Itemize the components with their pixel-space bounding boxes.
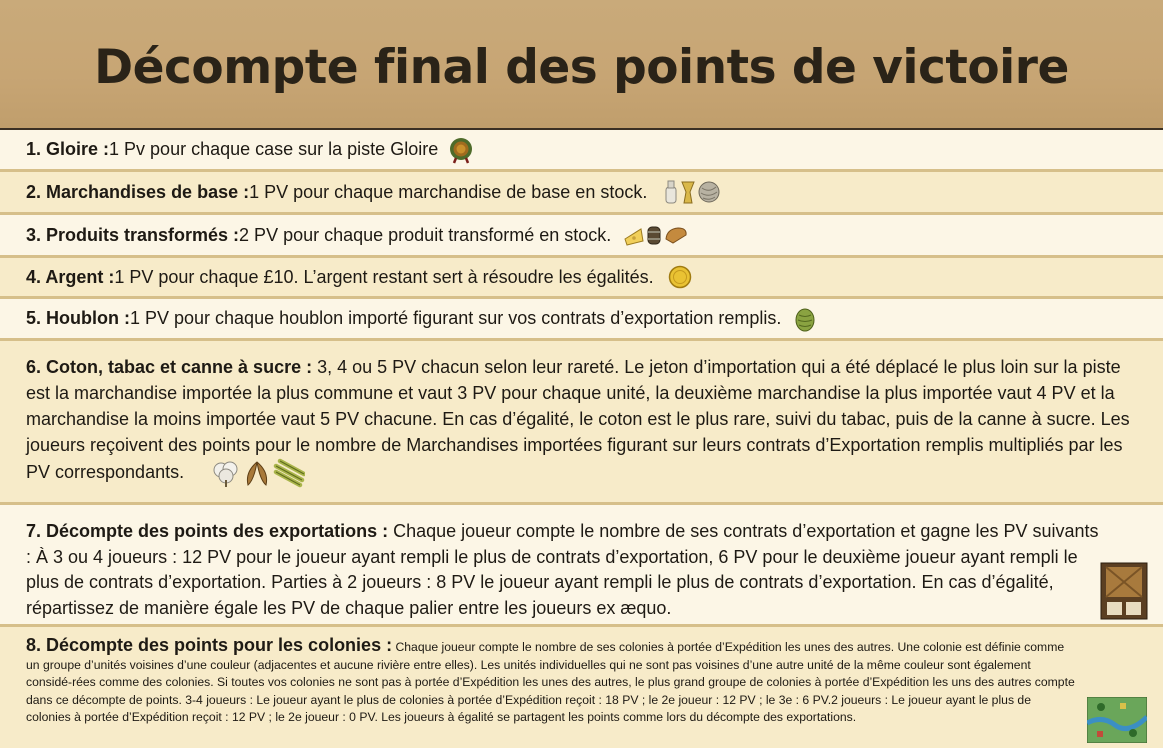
scoring-row-glory: [0, 130, 1163, 172]
row-text: Chaque joueur compte le nombre de ses colonies à portée d’Expédition les unes des autres. Une colonie est définie comme un groupe d’unités voisines d’une couleur (adjacentes et aucune rivière entre elles). Les unités individuelles qui ne sont pas voisines d’une autre unité de la même couleur sont également considé-rées comme des colonies. Si toutes vos colonies ne sont pas à portée d’Expédition les unes des autres, le plus grand groupe de colonies à portée d’Expédition les uns des autres compte dans ce décompte de points. 3-4 joueurs : Le joueur ayant le plus de colonies à portée d’Expédition reçoit : 18 PV ; le 2e joueur : 12 PV ; le 3e : 6 PV.2 joueurs : Le joueur ayant le plus de colonies à portée d’Expédition reçoit : 12 PV ; le 2e joueur : 0 PV. Les joueurs à égalité se partagent les points comme lors du décompte des exportations.: [26, 640, 1075, 724]
wool-icon: [697, 179, 721, 205]
row-heading: 1. Gloire :: [26, 139, 110, 159]
row-text: 1 PV pour chaque houblon importé figurant sur vos contrats d’exportation remplis.: [129, 308, 782, 328]
row-heading: 3. Produits transformés :: [26, 224, 240, 245]
scoring-row-money: [0, 258, 1163, 299]
row-text: 3, 4 ou 5 PV chacun selon leur rareté. Le jeton d’importation qui a été déplacé le plus loin sur la piste est la marchandise importée la plus commune et vaut 3 PV pour chaque unité, la deuxième marchandise la plus importée vaut 4 PV et la marchandise la moins importée vaut 5 PV chacune. En cas d’égalité, le coton est le plus rare, suivi du tabac, puis de la canne à sucre. Les joueurs reçoivent des points pour le nombre de Marchandises importées figurant sur leurs contrats d’Exportation remplis multipliés par les PV correspondants.: [26, 357, 1130, 482]
page-title: Décompte final des points de victoire: [94, 39, 1069, 95]
cheese-icon: [623, 223, 645, 247]
scoring-row-cotton-tobacco-sugarcane: [0, 341, 1163, 505]
grain-icon: [680, 179, 696, 205]
barrel-icon: [646, 223, 662, 247]
hops-icon: [793, 305, 817, 333]
colony-map-icon: [1087, 697, 1147, 743]
glory-wreath-icon: [448, 136, 474, 164]
scoring-row-processed-goods: [0, 215, 1163, 258]
row-text: 1 PV pour chaque £10. L’argent restant sert à résoudre les égalités.: [114, 266, 654, 287]
export-crate-icon: [1100, 562, 1148, 620]
sugarcane-icon: [273, 458, 305, 488]
scoring-row-hops: [0, 299, 1163, 341]
row-text: Chaque joueur compte le nombre de ses contrats d’exportation et gagne les PV suivants : À 3 ou 4 joueurs : 12 PV pour le joueur ayant rempli le plus de contrats d’exportation, 6 PV pour le deuxième joueur ayant rempli le plus de contrats d’exportation. Parties à 2 joueurs : 8 PV le joueur ayant rempli le plus de contrats d’exportation. En cas d’égalité, répartissez de manière égale les PV de chaque palier entre les joueurs ex æquo.: [26, 521, 1099, 618]
scoring-row-exports: [0, 505, 1163, 627]
coin-icon: [668, 265, 692, 289]
row-heading: 5. Houblon :: [26, 308, 130, 328]
row-heading: 2. Marchandises de base :: [26, 181, 250, 202]
title-banner: [0, 0, 1163, 130]
row-text: 1 PV pour chaque marchandise de base en stock.: [249, 181, 648, 202]
row-text: 1 Pv pour chaque case sur la piste Gloire: [109, 139, 439, 159]
scoring-row-basic-goods: [0, 172, 1163, 215]
tobacco-icon: [242, 458, 272, 488]
row-heading: 7. Décompte des points des exportations :: [26, 521, 389, 541]
scoring-row-colonies: [0, 627, 1163, 748]
row-heading: 8. Décompte des points pour les colonies :: [26, 635, 393, 655]
milk-bottle-icon: [663, 179, 679, 205]
row-heading: 4. Argent :: [26, 266, 115, 287]
row-heading: 6. Coton, tabac et canne à sucre :: [26, 357, 313, 377]
bread-icon: [663, 223, 689, 247]
cotton-icon: [211, 458, 241, 488]
row-text: 2 PV pour chaque produit transformé en stock.: [239, 224, 612, 245]
